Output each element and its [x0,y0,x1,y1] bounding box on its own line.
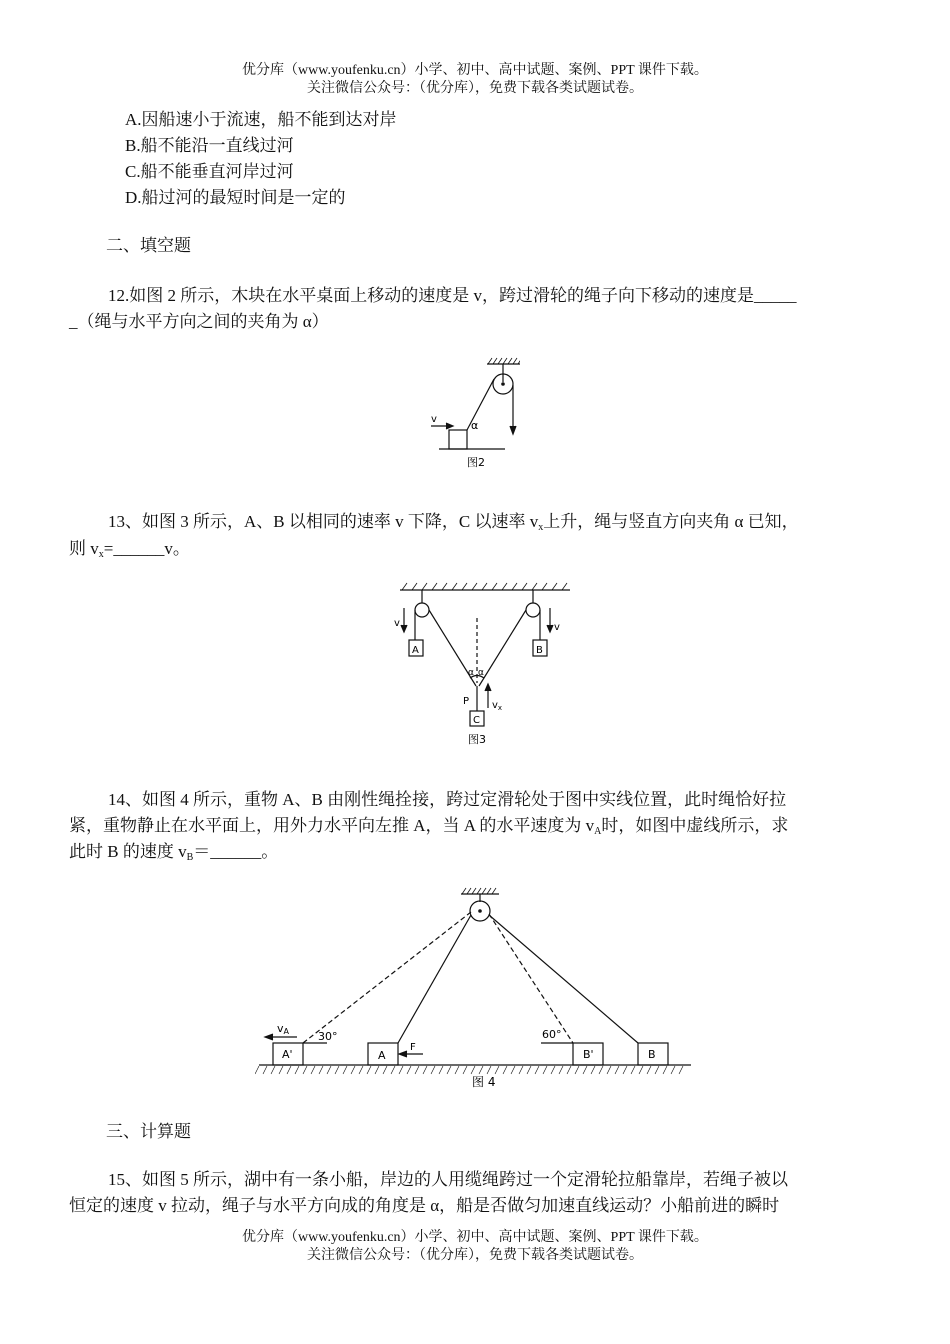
fig3-label-a: A [412,645,419,656]
page-footer-line2: 关注微信公众号：（优分库），免费下载各类试题试卷。 [307,1248,643,1263]
fig3-label-b: B [536,645,543,656]
page-header-line1: 优分库（www.youfenku.cn）小学、初中、高中试题、案例、PPT 课件下载。 [242,63,708,78]
fig3-alpha-left: α [468,668,474,678]
pulley-left [415,603,429,617]
fig3-v-right: v [554,622,560,633]
rope-b [489,915,638,1043]
page-header-line2: 关注微信公众号：（优分库），免费下载各类试题试卷。 [307,81,643,96]
block [449,430,467,449]
section-calculation: 三、计算题 [106,1122,191,1141]
rope-right [479,610,526,686]
q13-line2: 则 $v_x=\_\_\_\_\_\_v$。 [69,539,190,560]
fig2-caption: 图2 [467,456,485,469]
option-d: D.船过河的最短时间是一定的 [125,188,346,207]
fig4-label-a-prime: A' [282,1048,293,1061]
fig4-angle-60: 60° [542,1028,562,1041]
option-b: B.船不能沿一直线过河 [125,136,294,155]
pulley-right [526,603,540,617]
fig3-vx-label: $v_x$ [492,700,503,712]
fig2-v-label: v [431,414,437,425]
fig4-label-b: B [648,1048,656,1061]
fig4-label-f: F [410,1042,416,1053]
option-a: A.因船速小于流速，船不能到达对岸 [125,110,397,129]
fig3-v-left: v [394,618,400,629]
figure-2 [425,352,520,472]
rope-a [398,915,471,1043]
q14-line3: 此时 B 的速度 $v_B=\_\_\_\_\_\_$。 [69,842,279,863]
q14-line2: 紧，重物静止在水平面上，用外力水平向左推 A，当 A 的水平速度为 $v_A$时，如图中虚线所示，求 [69,816,789,837]
q15-line2: 恒定的速度 v 拉动，绳子与水平方向成的角度是 α，船是否做匀加速直线运动？小船前进的瞬时 [69,1196,780,1215]
fig3-label-p: P [463,696,470,707]
fig4-label-a: A [378,1049,386,1062]
fig3-caption: 图3 [468,733,486,746]
fig3-alpha-right: α [478,668,484,678]
q12-line2: _（绳与水平方向之间的夹角为 α） [69,312,329,331]
fig2-alpha-label: α [471,419,479,432]
fig4-angle-30: 30° [318,1030,338,1043]
fig3-label-c: C [473,715,480,726]
q14-line1: 14、如图 4 所示，重物 A、B 由刚性绳拴接，跨过定滑轮处于图中实线位置，此时绳恰好拉 [108,790,787,809]
figure-3 [390,578,580,748]
option-c: C.船不能垂直河岸过河 [125,162,294,181]
q12-line1: 12.如图 2 所示，木块在水平桌面上移动的速度是 v，跨过滑轮的绳子向下移动的速度是_____ [108,286,797,305]
fig4-label-b-prime: B' [583,1048,594,1061]
section-fill-blank: 二、填空题 [106,236,191,255]
fig4-va-label: vA [277,1022,289,1036]
q15-line1: 15、如图 5 所示，湖中有一条小船，岸边的人用缆绳跨过一个定滑轮拉船靠岸，若绳子被以 [108,1170,788,1189]
page-footer-line1: 优分库（www.youfenku.cn）小学、初中、高中试题、案例、PPT 课件下载。 [242,1230,708,1245]
fig4-caption: 图 4 [472,1075,496,1089]
q13-line1: 13、如图 3 所示，A、B 以相同的速率 v 下降，C 以速率 $v_x$上升，绳与竖直方向夹角 α 已知， [108,512,799,533]
figure-4 [255,882,695,1090]
